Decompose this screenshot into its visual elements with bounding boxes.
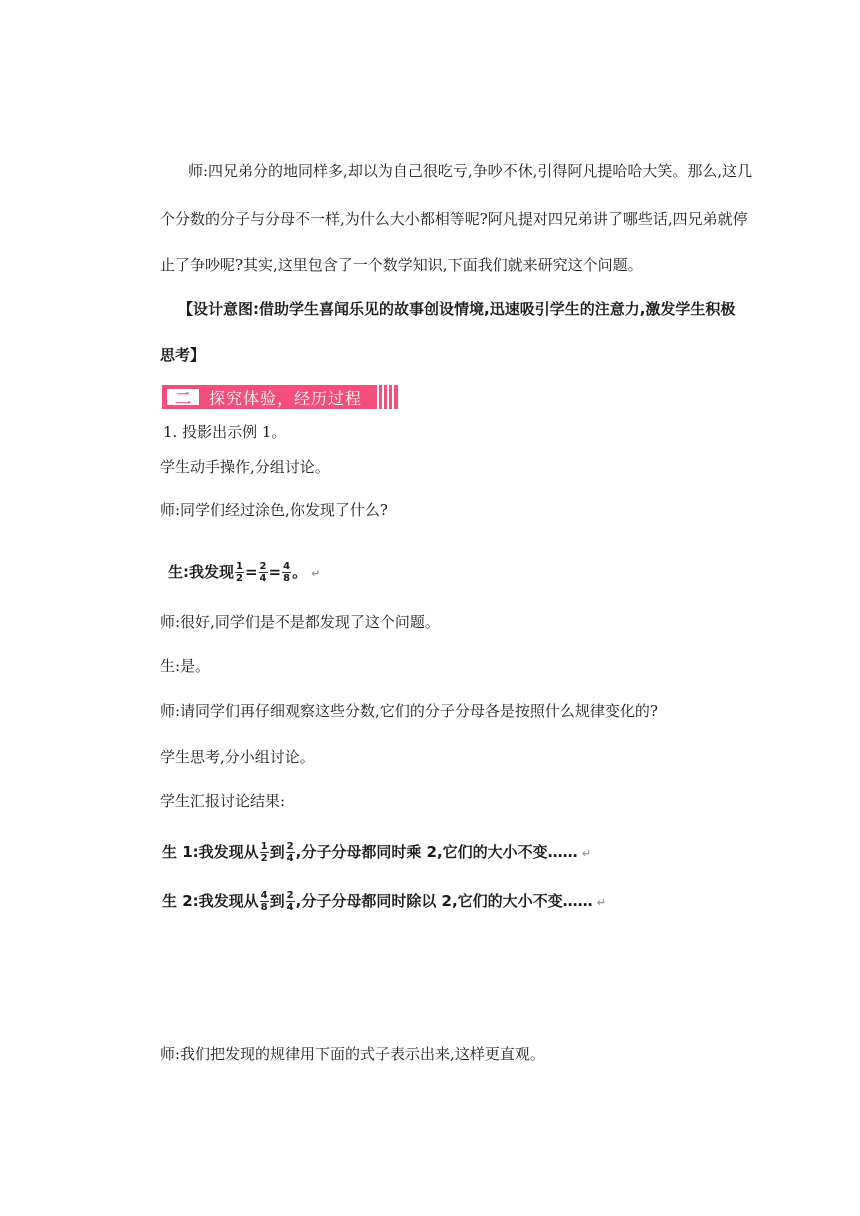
- fraction-2-4: $\frac{2}{4}$: [286, 890, 294, 913]
- step-8: 学生思考,分小组讨论。: [160, 748, 315, 766]
- fraction-2-4: $\frac{2}{4}$: [286, 841, 294, 864]
- banner-stripes-decoration: [377, 385, 394, 409]
- fraction-1-2: $\frac{1}{2}$: [236, 561, 243, 584]
- step-6: 生:是。: [160, 657, 211, 675]
- student-finding-equation: 生:我发现 $\frac{1}{2}$ = $\frac{2}{4}$ = $\frac{4}{8}$ 。 ↵: [168, 561, 321, 584]
- step-1: 1. 投影出示例 1。: [163, 423, 287, 441]
- section-banner: [162, 385, 398, 409]
- fraction-1-2: $\frac{1}{2}$: [260, 841, 268, 864]
- section-number: 二: [165, 387, 201, 407]
- fraction-4-8: $\frac{4}{8}$: [260, 890, 268, 913]
- design-intent-line-1: 【设计意图:借助学生喜闻乐见的故事创设情境,迅速吸引学生的注意力,激发学生积极: [178, 300, 736, 318]
- intro-line-3: 止了争吵呢?其实,这里包含了一个数学知识,下面我们就来研究这个问题。: [160, 256, 643, 274]
- section-title: 探究体验，经历过程: [209, 388, 363, 408]
- student-2-report: 生 2:我发现从 $\frac{4}{8}$ 到 $\frac{2}{4}$ ,分子分母都同时除以 2,它们的大小不变…… ↵: [162, 890, 606, 913]
- intro-line-2: 个分数的分子与分母不一样,为什么大小都相等呢?阿凡提对四兄弟讲了哪些话,四兄弟就停: [160, 210, 748, 228]
- intro-line-1: 师:四兄弟分的地同样多,却以为自己很吃亏,争吵不休,引得阿凡提哈哈大笑。那么,这几: [188, 162, 753, 180]
- design-intent-line-2: 思考】: [160, 346, 206, 364]
- step-12: 师:我们把发现的规律用下面的式子表示出来,这样更直观。: [160, 1045, 545, 1063]
- step-7: 师:请同学们再仔细观察这些分数,它们的分子分母各是按照什么规律变化的?: [160, 702, 658, 720]
- step-2: 学生动手操作,分组讨论。: [160, 458, 330, 476]
- fraction-4-8: $\frac{4}{8}$: [283, 561, 291, 584]
- step-9: 学生汇报讨论结果:: [160, 792, 286, 810]
- paragraph-mark-icon: ↵: [311, 567, 321, 580]
- student-1-report: 生 1:我发现从 $\frac{1}{2}$ 到 $\frac{2}{4}$ ,分子分母都同时乘 2,它们的大小不变…… ↵: [162, 841, 591, 864]
- paragraph-mark-icon: ↵: [596, 896, 606, 909]
- step-3: 师:同学们经过涂色,你发现了什么?: [160, 501, 388, 519]
- step-5: 师:很好,同学们是不是都发现了这个问题。: [160, 613, 440, 631]
- fraction-2-4: $\frac{2}{4}$: [259, 561, 267, 584]
- paragraph-mark-icon: ↵: [581, 847, 591, 860]
